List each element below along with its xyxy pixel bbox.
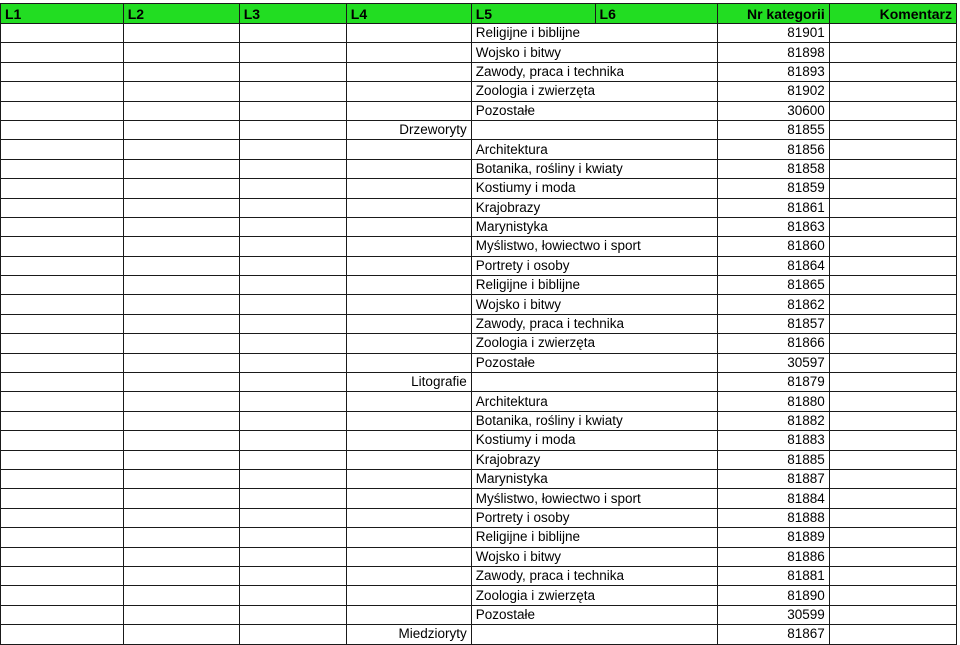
table-row [1, 392, 957, 411]
cell-l4[interactable] [346, 140, 471, 159]
cell-l3[interactable] [239, 276, 346, 295]
column-header-l4[interactable]: L4 [346, 4, 471, 24]
cell-l2[interactable] [123, 159, 239, 178]
cell-l2[interactable] [123, 101, 239, 120]
cell-l5[interactable]: Zawody, praca i technika [471, 566, 718, 585]
cell-l2[interactable] [123, 43, 239, 62]
cell-category-number[interactable]: 81855 [718, 120, 830, 139]
cell-comment[interactable] [829, 217, 956, 236]
cell-l3[interactable] [239, 450, 346, 469]
cell-category-number[interactable]: 81865 [718, 276, 830, 295]
cell-l1[interactable] [1, 276, 124, 295]
cell-category-number[interactable]: 81889 [718, 528, 830, 547]
cell-comment[interactable] [829, 198, 956, 217]
cell-l5[interactable]: Krajobrazy [471, 198, 718, 217]
cell-comment[interactable] [829, 392, 956, 411]
cell-comment[interactable] [829, 431, 956, 450]
cell-l3[interactable] [239, 411, 346, 430]
cell-l4[interactable] [346, 82, 471, 101]
table-row [1, 508, 957, 527]
cell-l1[interactable] [1, 256, 124, 275]
cell-l2[interactable] [123, 217, 239, 236]
cell-l5[interactable]: Pozostałe [471, 101, 718, 120]
table-row [1, 586, 957, 605]
cell-l5[interactable] [471, 373, 718, 392]
cell-l3[interactable] [239, 431, 346, 450]
table-row [1, 431, 957, 450]
cell-l1[interactable] [1, 314, 124, 333]
cell-l1[interactable] [1, 489, 124, 508]
cell-l3[interactable] [239, 159, 346, 178]
cell-comment[interactable] [829, 237, 956, 256]
cell-l1[interactable] [1, 295, 124, 314]
cell-l1[interactable] [1, 24, 124, 43]
cell-l3[interactable] [239, 295, 346, 314]
cell-l2[interactable] [123, 62, 239, 81]
cell-l1[interactable] [1, 198, 124, 217]
cell-l5[interactable]: Zoologia i zwierzęta [471, 586, 718, 605]
cell-category-number[interactable]: 81886 [718, 547, 830, 566]
cell-category-number[interactable]: 81883 [718, 431, 830, 450]
cell-l3[interactable] [239, 314, 346, 333]
table-row [1, 82, 957, 101]
column-header-l6[interactable]: L6 [595, 4, 718, 24]
cell-l3[interactable] [239, 62, 346, 81]
cell-category-number[interactable]: 30600 [718, 101, 830, 120]
cell-category-number[interactable]: 81887 [718, 469, 830, 488]
table-row [1, 353, 957, 372]
cell-l1[interactable] [1, 450, 124, 469]
cell-l4[interactable] [346, 43, 471, 62]
cell-l2[interactable] [123, 140, 239, 159]
cell-comment[interactable] [829, 140, 956, 159]
cell-l2[interactable] [123, 373, 239, 392]
cell-l3[interactable] [239, 101, 346, 120]
table-row [1, 566, 957, 585]
cell-l2[interactable] [123, 120, 239, 139]
cell-l4[interactable] [346, 547, 471, 566]
cell-l3[interactable] [239, 198, 346, 217]
cell-category-number[interactable]: 81864 [718, 256, 830, 275]
cell-l2[interactable] [123, 605, 239, 624]
cell-l5[interactable]: Wojsko i bitwy [471, 547, 718, 566]
table-row [1, 276, 957, 295]
cell-l5[interactable]: Botanika, rośliny i kwiaty [471, 159, 718, 178]
cell-l4[interactable] [346, 276, 471, 295]
cell-category-number[interactable]: 30599 [718, 605, 830, 624]
table-row [1, 237, 957, 256]
cell-l5[interactable]: Krajobrazy [471, 450, 718, 469]
cell-comment[interactable] [829, 353, 956, 372]
cell-l3[interactable] [239, 586, 346, 605]
cell-l1[interactable] [1, 101, 124, 120]
cell-l2[interactable] [123, 276, 239, 295]
cell-comment[interactable] [829, 24, 956, 43]
cell-l4[interactable] [346, 159, 471, 178]
cell-l2[interactable] [123, 24, 239, 43]
cell-comment[interactable] [829, 625, 956, 644]
cell-l4[interactable] [346, 489, 471, 508]
cell-l2[interactable] [123, 431, 239, 450]
cell-l5[interactable]: Kostiumy i moda [471, 179, 718, 198]
cell-l1[interactable] [1, 140, 124, 159]
cell-l3[interactable] [239, 217, 346, 236]
cell-category-number[interactable]: 81856 [718, 140, 830, 159]
cell-l1[interactable] [1, 179, 124, 198]
table-row [1, 256, 957, 275]
table-row [1, 43, 957, 62]
cell-l4[interactable] [346, 392, 471, 411]
cell-l1[interactable] [1, 431, 124, 450]
cell-comment[interactable] [829, 314, 956, 333]
cell-l2[interactable] [123, 353, 239, 372]
cell-l4[interactable] [346, 314, 471, 333]
cell-category-number[interactable]: 81901 [718, 24, 830, 43]
cell-comment[interactable] [829, 62, 956, 81]
table-row [1, 101, 957, 120]
cell-l4[interactable] [346, 566, 471, 585]
cell-l4[interactable] [346, 586, 471, 605]
cell-l2[interactable] [123, 314, 239, 333]
cell-l3[interactable] [239, 256, 346, 275]
cell-l1[interactable] [1, 586, 124, 605]
cell-l5[interactable]: Religijne i biblijne [471, 528, 718, 547]
cell-l3[interactable] [239, 605, 346, 624]
cell-l5[interactable]: Zawody, praca i technika [471, 314, 718, 333]
cell-l1[interactable] [1, 159, 124, 178]
cell-comment[interactable] [829, 605, 956, 624]
cell-l3[interactable] [239, 528, 346, 547]
cell-category-number[interactable]: 81882 [718, 411, 830, 430]
cell-l4[interactable] [346, 198, 471, 217]
cell-l2[interactable] [123, 469, 239, 488]
cell-comment[interactable] [829, 256, 956, 275]
cell-l5[interactable]: Wojsko i bitwy [471, 295, 718, 314]
cell-l4[interactable] [346, 431, 471, 450]
table-row [1, 120, 957, 139]
cell-category-number[interactable]: 81879 [718, 373, 830, 392]
cell-category-number[interactable]: 81902 [718, 82, 830, 101]
cell-comment[interactable] [829, 334, 956, 353]
table-row [1, 469, 957, 488]
cell-l2[interactable] [123, 625, 239, 644]
column-header-l1[interactable]: L1 [1, 4, 124, 24]
cell-l1[interactable] [1, 237, 124, 256]
cell-category-number[interactable]: 81862 [718, 295, 830, 314]
cell-l3[interactable] [239, 334, 346, 353]
cell-l5[interactable]: Myślistwo, łowiectwo i sport [471, 489, 718, 508]
cell-comment[interactable] [829, 547, 956, 566]
cell-category-number[interactable]: 81884 [718, 489, 830, 508]
cell-comment[interactable] [829, 276, 956, 295]
cell-l1[interactable] [1, 566, 124, 585]
cell-l3[interactable] [239, 24, 346, 43]
cell-l2[interactable] [123, 237, 239, 256]
cell-l5[interactable]: Portrety i osoby [471, 256, 718, 275]
cell-l2[interactable] [123, 508, 239, 527]
cell-category-number[interactable]: 81890 [718, 586, 830, 605]
cell-l5[interactable]: Zoologia i zwierzęta [471, 334, 718, 353]
cell-l5[interactable]: Zoologia i zwierzęta [471, 82, 718, 101]
table-row [1, 411, 957, 430]
table-row [1, 489, 957, 508]
cell-l1[interactable] [1, 217, 124, 236]
column-header-l5[interactable]: L5 [471, 4, 595, 24]
cell-comment[interactable] [829, 489, 956, 508]
cell-l4[interactable] [346, 528, 471, 547]
table-row [1, 373, 957, 392]
cell-l4[interactable] [346, 179, 471, 198]
cell-comment[interactable] [829, 586, 956, 605]
cell-l4[interactable] [346, 62, 471, 81]
table-row [1, 159, 957, 178]
table-row [1, 217, 957, 236]
cell-l4[interactable] [346, 295, 471, 314]
cell-l4[interactable] [346, 256, 471, 275]
cell-l1[interactable] [1, 353, 124, 372]
cell-l2[interactable] [123, 198, 239, 217]
cell-l3[interactable] [239, 392, 346, 411]
cell-category-number[interactable]: 81863 [718, 217, 830, 236]
table-row [1, 295, 957, 314]
cell-l1[interactable] [1, 373, 124, 392]
cell-l1[interactable] [1, 62, 124, 81]
column-header-comment[interactable]: Komentarz [829, 4, 956, 24]
cell-comment[interactable] [829, 82, 956, 101]
cell-l4[interactable] [346, 411, 471, 430]
cell-l2[interactable] [123, 256, 239, 275]
cell-comment[interactable] [829, 101, 956, 120]
cell-l4[interactable] [346, 237, 471, 256]
cell-comment[interactable] [829, 450, 956, 469]
cell-l2[interactable] [123, 586, 239, 605]
cell-l5[interactable] [471, 120, 718, 139]
column-header-l2[interactable]: L2 [123, 4, 239, 24]
cell-l2[interactable] [123, 528, 239, 547]
cell-l2[interactable] [123, 547, 239, 566]
cell-category-number[interactable]: 81866 [718, 334, 830, 353]
cell-comment[interactable] [829, 120, 956, 139]
cell-category-number[interactable]: 81880 [718, 392, 830, 411]
cell-l1[interactable] [1, 392, 124, 411]
cell-category-number[interactable]: 81859 [718, 179, 830, 198]
cell-l5[interactable]: Zawody, praca i technika [471, 62, 718, 81]
cell-l3[interactable] [239, 469, 346, 488]
cell-category-number[interactable]: 81881 [718, 566, 830, 585]
cell-comment[interactable] [829, 43, 956, 62]
cell-l2[interactable] [123, 489, 239, 508]
cell-category-number[interactable]: 81857 [718, 314, 830, 333]
cell-category-number[interactable]: 81861 [718, 198, 830, 217]
cell-l1[interactable] [1, 120, 124, 139]
cell-l1[interactable] [1, 469, 124, 488]
cell-l2[interactable] [123, 179, 239, 198]
cell-l2[interactable] [123, 334, 239, 353]
cell-l1[interactable] [1, 508, 124, 527]
cell-l2[interactable] [123, 450, 239, 469]
cell-l5[interactable]: Religijne i biblijne [471, 276, 718, 295]
cell-l3[interactable] [239, 120, 346, 139]
cell-comment[interactable] [829, 411, 956, 430]
cell-l5[interactable]: Architektura [471, 392, 718, 411]
cell-comment[interactable] [829, 295, 956, 314]
cell-category-number[interactable]: 81888 [718, 508, 830, 527]
table-row [1, 179, 957, 198]
cell-comment[interactable] [829, 179, 956, 198]
cell-l5[interactable]: Botanika, rośliny i kwiaty [471, 411, 718, 430]
table-row [1, 198, 957, 217]
table-row [1, 314, 957, 333]
cell-comment[interactable] [829, 528, 956, 547]
cell-comment[interactable] [829, 566, 956, 585]
cell-l5[interactable]: Portrety i osoby [471, 508, 718, 527]
cell-comment[interactable] [829, 373, 956, 392]
cell-l1[interactable] [1, 528, 124, 547]
cell-l2[interactable] [123, 392, 239, 411]
column-header-l3[interactable]: L3 [239, 4, 346, 24]
cell-l4[interactable] [346, 334, 471, 353]
table-body [1, 24, 957, 645]
cell-l4[interactable] [346, 450, 471, 469]
cell-l2[interactable] [123, 82, 239, 101]
cell-category-number[interactable]: 81858 [718, 159, 830, 178]
table-row [1, 547, 957, 566]
cell-l2[interactable] [123, 566, 239, 585]
cell-l4[interactable] [346, 101, 471, 120]
cell-l2[interactable] [123, 295, 239, 314]
cell-l4[interactable]: Drzeworyty [346, 120, 471, 139]
category-table [0, 3, 957, 645]
cell-l1[interactable] [1, 43, 124, 62]
cell-l5[interactable]: Marynistyka [471, 217, 718, 236]
table-row [1, 605, 957, 624]
cell-l5[interactable]: Kostiumy i moda [471, 431, 718, 450]
cell-l3[interactable] [239, 373, 346, 392]
cell-l5[interactable]: Pozostałe [471, 605, 718, 624]
cell-l3[interactable] [239, 140, 346, 159]
cell-l3[interactable] [239, 508, 346, 527]
cell-l4[interactable]: Miedzioryty [346, 625, 471, 644]
cell-comment[interactable] [829, 508, 956, 527]
cell-l5[interactable]: Religijne i biblijne [471, 24, 718, 43]
cell-l1[interactable] [1, 411, 124, 430]
cell-category-number[interactable]: 81893 [718, 62, 830, 81]
cell-l1[interactable] [1, 334, 124, 353]
cell-l4[interactable] [346, 605, 471, 624]
cell-l4[interactable] [346, 217, 471, 236]
cell-l4[interactable] [346, 353, 471, 372]
table-row [1, 62, 957, 81]
table-row [1, 625, 957, 644]
table-row [1, 528, 957, 547]
cell-l4[interactable] [346, 469, 471, 488]
cell-l4[interactable] [346, 508, 471, 527]
cell-l3[interactable] [239, 237, 346, 256]
cell-l3[interactable] [239, 353, 346, 372]
cell-l4[interactable] [346, 24, 471, 43]
cell-l1[interactable] [1, 82, 124, 101]
column-header-category-number[interactable]: Nr kategorii [718, 4, 830, 24]
cell-l5[interactable] [471, 625, 718, 644]
cell-l3[interactable] [239, 566, 346, 585]
cell-l3[interactable] [239, 179, 346, 198]
cell-category-number[interactable]: 30597 [718, 353, 830, 372]
cell-l5[interactable]: Wojsko i bitwy [471, 43, 718, 62]
cell-category-number[interactable]: 81867 [718, 625, 830, 644]
cell-l5[interactable]: Pozostałe [471, 353, 718, 372]
cell-l3[interactable] [239, 625, 346, 644]
table-row [1, 140, 957, 159]
cell-l1[interactable] [1, 547, 124, 566]
table-row [1, 24, 957, 43]
cell-category-number[interactable]: 81898 [718, 43, 830, 62]
cell-category-number[interactable]: 81860 [718, 237, 830, 256]
cell-l3[interactable] [239, 489, 346, 508]
cell-comment[interactable] [829, 159, 956, 178]
cell-l1[interactable] [1, 625, 124, 644]
cell-l3[interactable] [239, 43, 346, 62]
cell-l5[interactable]: Myślistwo, łowiectwo i sport [471, 237, 718, 256]
cell-l5[interactable]: Architektura [471, 140, 718, 159]
header-row [1, 4, 957, 24]
cell-l3[interactable] [239, 547, 346, 566]
cell-category-number[interactable]: 81885 [718, 450, 830, 469]
cell-l4[interactable]: Litografie [346, 373, 471, 392]
cell-l3[interactable] [239, 82, 346, 101]
cell-l2[interactable] [123, 411, 239, 430]
table-row [1, 450, 957, 469]
cell-l5[interactable]: Marynistyka [471, 469, 718, 488]
table-row [1, 334, 957, 353]
cell-comment[interactable] [829, 469, 956, 488]
cell-l1[interactable] [1, 605, 124, 624]
